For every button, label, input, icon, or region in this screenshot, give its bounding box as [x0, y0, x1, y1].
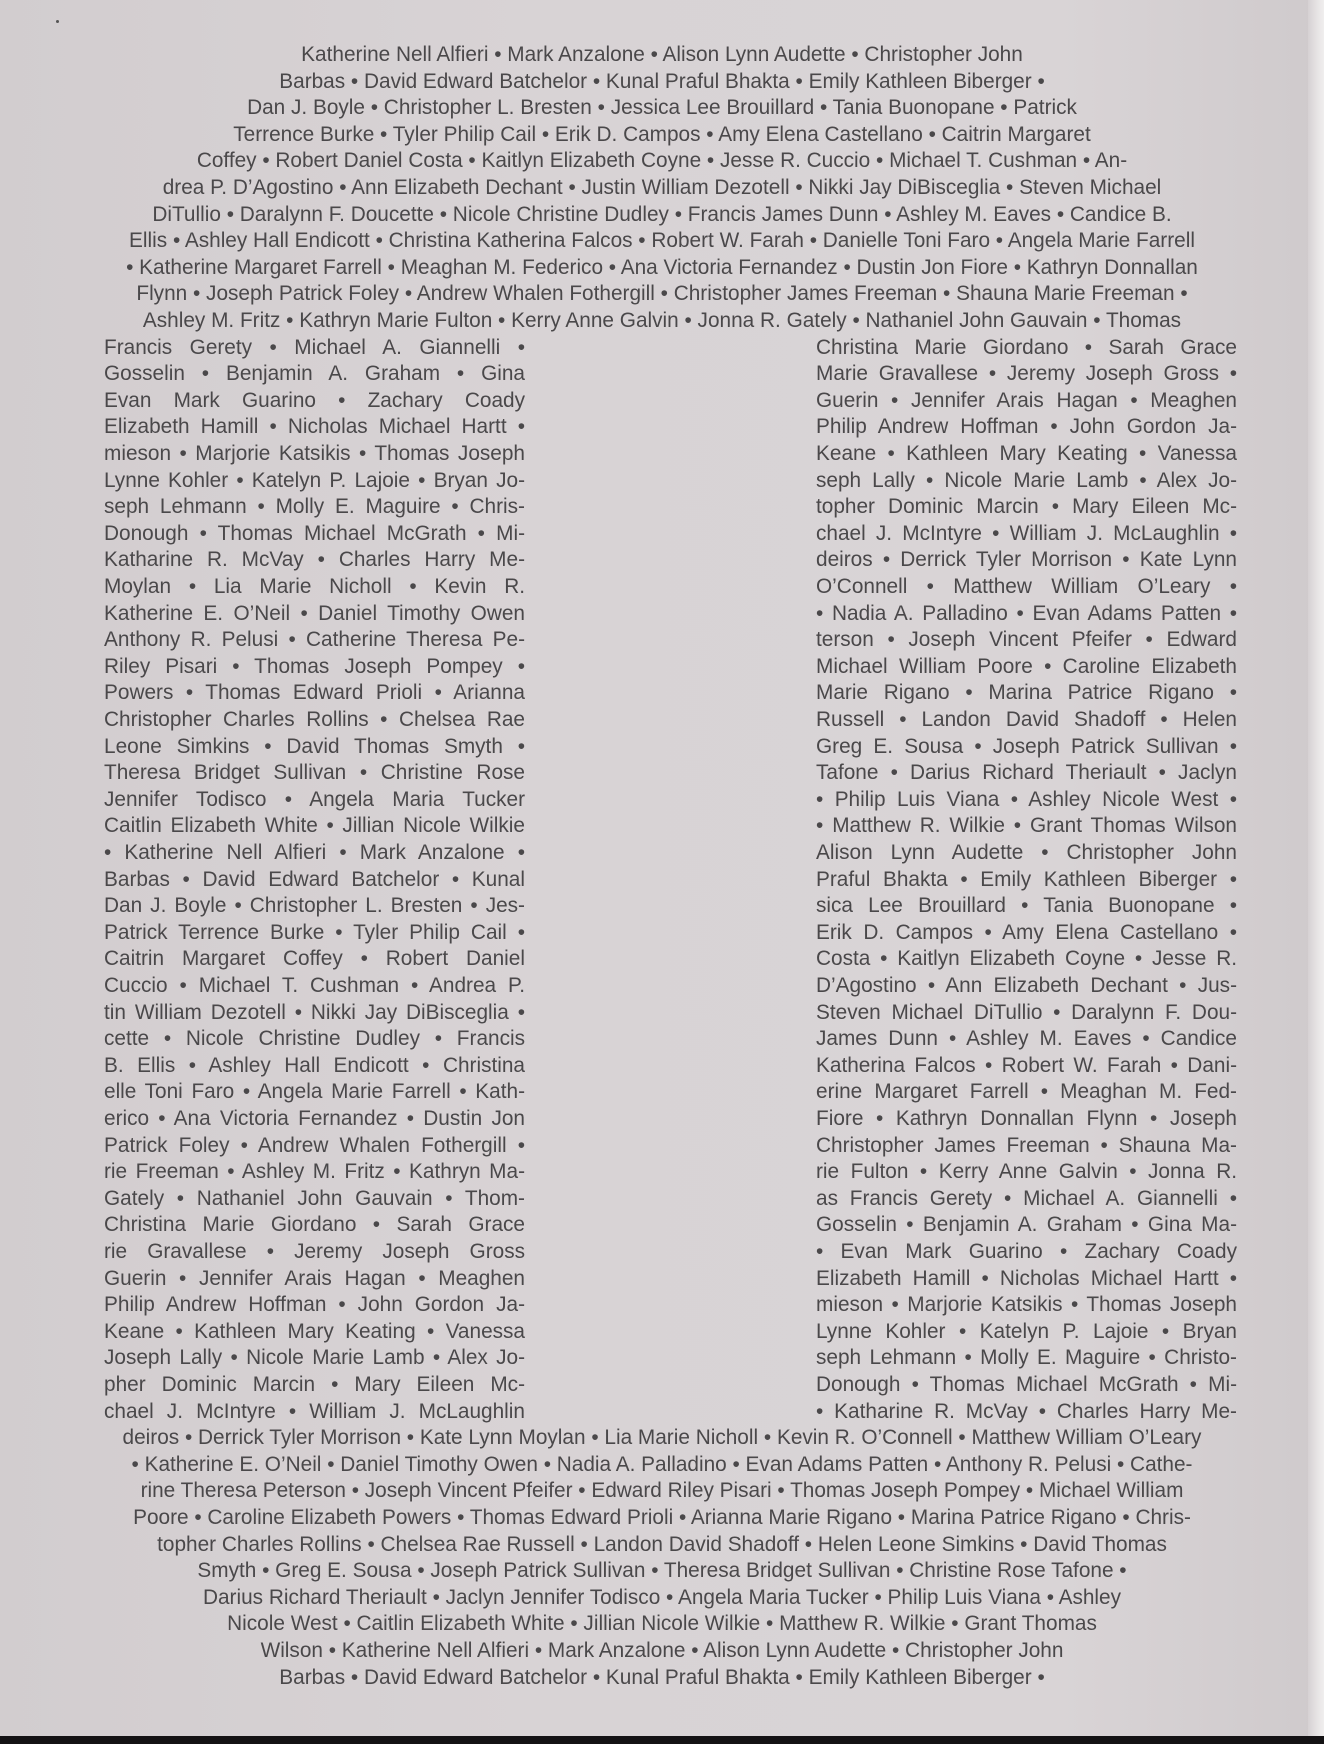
left-column-line: rie Freeman • Ashley M. Fritz • Kathryn Ma- [104, 1160, 525, 1184]
right-column-line: Katherina Falcos • Robert W. Farah • Dani- [816, 1053, 1237, 1077]
left-column-line: rie Gravallese • Jeremy Joseph Gross [104, 1240, 525, 1263]
bottom-line: Smyth • Greg E. Sousa • Joseph Patrick Sullivan • Theresa Bridget Sullivan • Christine Rose Tafone • [197, 1559, 1127, 1583]
right-column-line: Greg E. Sousa • Joseph Patrick Sullivan • [816, 734, 1237, 758]
left-column-line: Patrick Foley • Andrew Whalen Fothergill • [104, 1133, 525, 1157]
left-column-line: • Katherine Nell Alfieri • Mark Anzalone • [104, 841, 525, 864]
right-column-line: Guerin • Jennifer Arais Hagan • Meaghen [816, 388, 1237, 412]
right-column-line: Russell • Landon David Shadoff • Helen [816, 708, 1237, 731]
bottom-line: Poore • Caroline Elizabeth Powers • Thomas Edward Prioli • Arianna Marie Rigano • Marina Patrice Rigano • Chris- [133, 1506, 1191, 1529]
page-edge-bottom [0, 1736, 1324, 1744]
left-column-line: Powers • Thomas Edward Prioli • Arianna [104, 681, 525, 705]
left-column-line: pher Dominic Marcin • Mary Eileen Mc- [104, 1373, 525, 1396]
top-line: DiTullio • Daralynn F. Doucette • Nicole Christine Dudley • Francis James Dunn • Ashley M. Eaves • Candice B. [152, 202, 1172, 226]
left-column-line: Dan J. Boyle • Christopher L. Bresten • Jes- [104, 894, 525, 918]
right-column-line: Gosselin • Benjamin A. Graham • Gina Ma- [816, 1213, 1237, 1237]
top-line: drea P. D’Agostino • Ann Elizabeth Dechant • Justin William Dezotell • Nikki Jay DiBisceglia • Steven Michael [162, 176, 1162, 199]
right-column-line: Steven Michael DiTullio • Daralynn F. Dou- [816, 1000, 1237, 1024]
right-column-line: • Philip Luis Viana • Ashley Nicole West • [816, 787, 1237, 811]
left-column-line: Guerin • Jennifer Arais Hagan • Meaghen [104, 1266, 525, 1290]
left-column-line: Theresa Bridget Sullivan • Christine Rose [104, 761, 525, 785]
right-column-line: rie Fulton • Kerry Anne Galvin • Jonna R. [816, 1160, 1237, 1184]
right-column-line: Costa • Kaitlyn Elizabeth Coyne • Jesse R. [816, 947, 1237, 971]
right-column-line: seph Lally • Nicole Marie Lamb • Alex Jo- [816, 468, 1237, 492]
left-column-line: erico • Ana Victoria Fernandez • Dustin Jon [104, 1107, 525, 1130]
right-column-line: • Matthew R. Wilkie • Grant Thomas Wilson [816, 814, 1237, 838]
right-column-line: mieson • Marjorie Katsikis • Thomas Joseph [816, 1293, 1237, 1317]
left-column-line: cette • Nicole Christine Dudley • Francis [104, 1027, 525, 1051]
bottom-line: rine Theresa Peterson • Joseph Vincent Pfeifer • Edward Riley Pisari • Thomas Joseph Pompey • Michael William [140, 1479, 1184, 1503]
top-line: Terrence Burke • Tyler Philip Cail • Erik D. Campos • Amy Elena Castellano • Caitrin Margaret [233, 122, 1091, 146]
left-column-line: Christina Marie Giordano • Sarah Grace [104, 1213, 525, 1237]
left-column-line: Caitrin Margaret Coffey • Robert Daniel [104, 947, 525, 971]
left-column-line: Riley Pisari • Thomas Joseph Pompey • [104, 654, 525, 678]
left-column-line: Katharine R. McVay • Charles Harry Me- [104, 548, 525, 572]
right-column-line: Donough • Thomas Michael McGrath • Mi- [816, 1373, 1237, 1396]
right-column-line: Erik D. Campos • Amy Elena Castellano • [816, 920, 1237, 944]
top-line: Coffey • Robert Daniel Costa • Kaitlyn Elizabeth Coyne • Jesse R. Cuccio • Michael T. Cushman • An- [196, 149, 1128, 173]
bottom-line: Barbas • David Edward Batchelor • Kunal Praful Bhakta • Emily Kathleen Biberger • [279, 1665, 1045, 1689]
top-line: Barbas • David Edward Batchelor • Kunal Praful Bhakta • Emily Kathleen Biberger • [279, 69, 1045, 93]
left-column-line: Patrick Terrence Burke • Tyler Philip Cail • [104, 920, 525, 944]
right-column-line: as Francis Gerety • Michael A. Giannelli • [816, 1186, 1237, 1210]
right-column-line: Michael William Poore • Caroline Elizabeth [816, 654, 1237, 678]
right-column-line: • Nadia A. Palladino • Evan Adams Patten • [816, 601, 1237, 625]
right-column-line: Christopher James Freeman • Shauna Ma- [816, 1133, 1237, 1157]
bottom-line: Nicole West • Caitlin Elizabeth White • Jillian Nicole Wilkie • Matthew R. Wilkie • Grant Thomas [227, 1612, 1097, 1636]
speck-mark [56, 20, 59, 23]
left-column-line: Cuccio • Michael T. Cushman • Andrea P. [104, 974, 525, 997]
left-column-line: Anthony R. Pelusi • Catherine Theresa Pe- [104, 628, 525, 652]
left-column-line: Evan Mark Guarino • Zachary Coady [104, 388, 525, 412]
bottom-line: Wilson • Katherine Nell Alfieri • Mark Anzalone • Alison Lynn Audette • Christopher John [260, 1639, 1064, 1662]
right-column-line: Tafone • Darius Richard Theriault • Jaclyn [816, 761, 1237, 785]
left-column-line: seph Lehmann • Molly E. Maguire • Chris- [104, 495, 525, 519]
right-column-line: • Evan Mark Guarino • Zachary Coady [816, 1240, 1237, 1263]
left-column-line: Christopher Charles Rollins • Chelsea Rae [104, 708, 525, 731]
left-column-line: Caitlin Elizabeth White • Jillian Nicole Wilkie [104, 814, 525, 838]
left-column-line: tin William Dezotell • Nikki Jay DiBisceglia • [104, 1000, 525, 1024]
right-column-line: sica Lee Brouillard • Tania Buonopane • [816, 894, 1237, 918]
bottom-line: topher Charles Rollins • Chelsea Rae Russell • Landon David Shadoff • Helen Leone Simkins • David Thomas [157, 1532, 1167, 1556]
right-column-line: terson • Joseph Vincent Pfeifer • Edward [816, 628, 1237, 652]
left-column-line: mieson • Marjorie Katsikis • Thomas Joseph [104, 442, 525, 465]
left-column-line: Moylan • Lia Marie Nicholl • Kevin R. [104, 575, 525, 598]
right-column-line: chael J. McIntyre • William J. McLaughlin • [816, 521, 1237, 545]
right-column-line: topher Dominic Marcin • Mary Eileen Mc- [816, 495, 1237, 519]
top-line: Ashley M. Fritz • Kathryn Marie Fulton • Kerry Anne Galvin • Jonna R. Gately • Nathaniel John Gauvain • Thomas [142, 309, 1182, 332]
bottom-line: Darius Richard Theriault • Jaclyn Jennifer Todisco • Angela Maria Tucker • Philip Luis Viana • Ashley [202, 1585, 1122, 1609]
bottom-line: • Katherine E. O’Neil • Daniel Timothy Owen • Nadia A. Palladino • Evan Adams Patten • Anthony R. Pelusi • Cathe- [131, 1452, 1193, 1476]
right-column-line: Fiore • Kathryn Donnallan Flynn • Joseph [816, 1107, 1237, 1130]
right-column-line: Alison Lynn Audette • Christopher John [816, 841, 1237, 864]
left-column-line: Leone Simkins • David Thomas Smyth • [104, 734, 525, 758]
left-column-line: Donough • Thomas Michael McGrath • Mi- [104, 521, 525, 545]
right-column-line: Praful Bhakta • Emily Kathleen Biberger • [816, 867, 1237, 891]
right-column-line: Keane • Kathleen Mary Keating • Vanessa [816, 442, 1237, 465]
left-column-line: Barbas • David Edward Batchelor • Kunal [104, 867, 525, 891]
page-edge-right [1308, 0, 1324, 1744]
right-column-line: erine Margaret Farrell • Meaghan M. Fed- [816, 1080, 1237, 1104]
left-column-line: Joseph Lally • Nicole Marie Lamb • Alex Jo- [104, 1346, 525, 1370]
top-line: Dan J. Boyle • Christopher L. Bresten • Jessica Lee Brouillard • Tania Buonopane • Patrick [247, 96, 1077, 120]
bottom-line: deiros • Derrick Tyler Morrison • Kate Lynn Moylan • Lia Marie Nicholl • Kevin R. O’Connell • Matthew William O’Leary [122, 1426, 1202, 1450]
right-column-line: seph Lehmann • Molly E. Maguire • Christo- [816, 1346, 1237, 1370]
left-column-line: Jennifer Todisco • Angela Maria Tucker [104, 787, 525, 811]
left-column-line: elle Toni Faro • Angela Marie Farrell • Kath- [104, 1080, 525, 1104]
right-column-line: Christina Marie Giordano • Sarah Grace [816, 335, 1237, 359]
top-line: Ellis • Ashley Hall Endicott • Christina Katherina Falcos • Robert W. Farah • Danielle Toni Faro • Angela Marie Farrell [129, 229, 1195, 253]
left-column-line: chael J. McIntyre • William J. McLaughlin [104, 1399, 525, 1423]
right-column-line: deiros • Derrick Tyler Morrison • Kate Lynn [816, 548, 1237, 572]
left-column-line: Francis Gerety • Michael A. Giannelli • [104, 335, 525, 359]
left-column-line: Keane • Kathleen Mary Keating • Vanessa [104, 1319, 525, 1343]
left-column-line: Gosselin • Benjamin A. Graham • Gina [104, 362, 525, 386]
top-line: Flynn • Joseph Patrick Foley • Andrew Whalen Fothergill • Christopher James Freeman • Shauna Marie Freeman • [136, 282, 1188, 306]
left-column-line: B. Ellis • Ashley Hall Endicott • Christina [104, 1053, 525, 1077]
left-column-line: Lynne Kohler • Katelyn P. Lajoie • Bryan Jo- [104, 468, 525, 492]
right-column-line: D’Agostino • Ann Elizabeth Dechant • Jus- [816, 974, 1237, 997]
right-column-line: Lynne Kohler • Katelyn P. Lajoie • Bryan [816, 1319, 1237, 1343]
right-column-line: James Dunn • Ashley M. Eaves • Candice [816, 1027, 1237, 1051]
top-line: Katherine Nell Alfieri • Mark Anzalone • Alison Lynn Audette • Christopher John [301, 43, 1023, 66]
right-column-line: • Katharine R. McVay • Charles Harry Me- [816, 1399, 1237, 1423]
right-column-line: Marie Rigano • Marina Patrice Rigano • [816, 681, 1237, 705]
left-column-line: Gately • Nathaniel John Gauvain • Thom- [104, 1186, 525, 1210]
left-column-line: Philip Andrew Hoffman • John Gordon Ja- [104, 1293, 525, 1317]
right-column-line: Marie Gravallese • Jeremy Joseph Gross • [816, 362, 1237, 386]
left-column-line: Elizabeth Hamill • Nicholas Michael Hartt • [104, 415, 525, 439]
right-column-line: Elizabeth Hamill • Nicholas Michael Hartt • [816, 1266, 1237, 1290]
right-column-line: Philip Andrew Hoffman • John Gordon Ja- [816, 415, 1237, 439]
left-column-line: Katherine E. O’Neil • Daniel Timothy Owen [104, 601, 525, 625]
right-column-line: O’Connell • Matthew William O’Leary • [816, 575, 1237, 598]
top-line: • Katherine Margaret Farrell • Meaghan M. Federico • Ana Victoria Fernandez • Dustin Jon Fiore • Kathryn Donnallan [126, 255, 1198, 279]
